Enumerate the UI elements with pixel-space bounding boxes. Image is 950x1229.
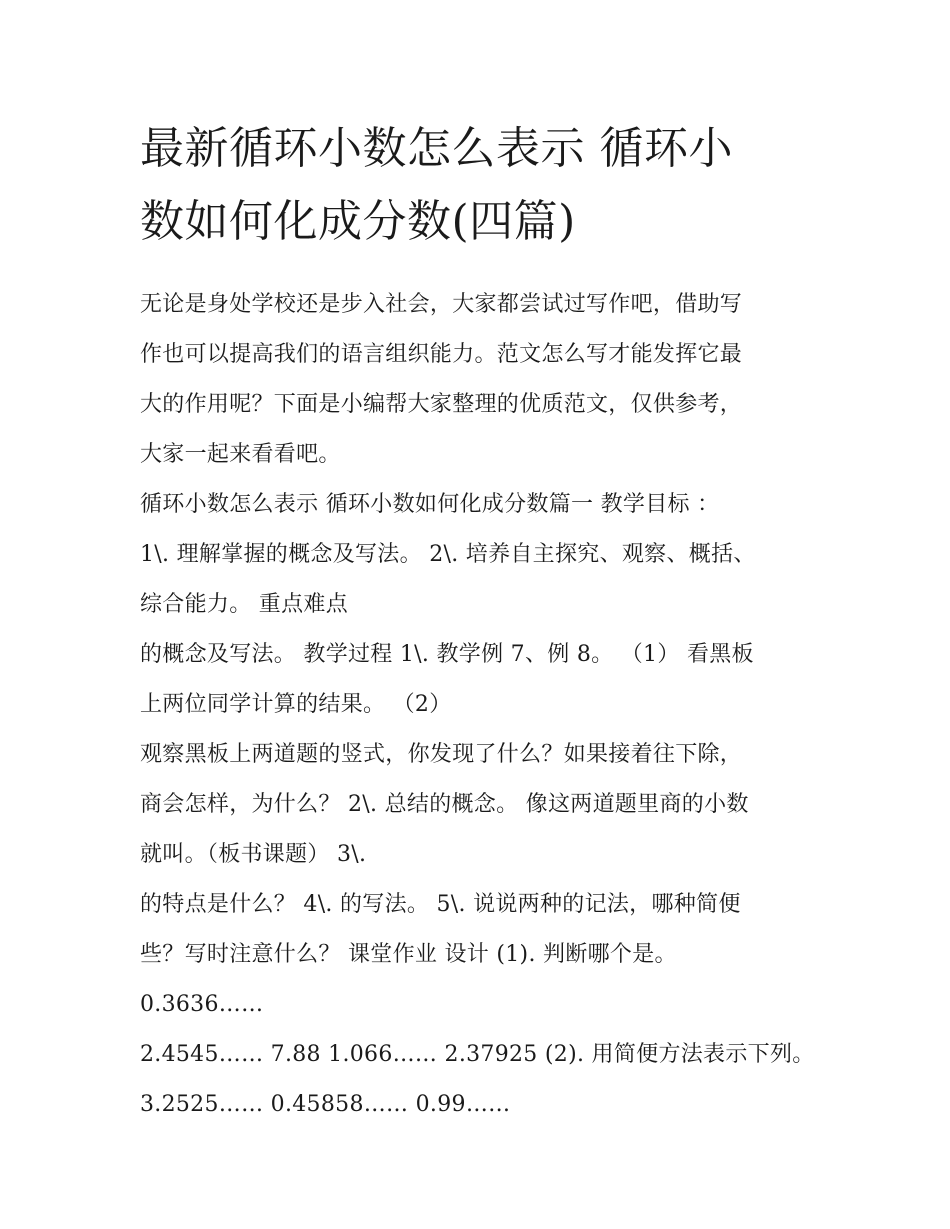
body-line: 综合能力。 重点难点 xyxy=(140,592,348,617)
number-line: 3.2525…… 0.45858…… 0.99…… xyxy=(140,1092,511,1117)
body-line: 的特点是什么？ 4\. 的写法。 5\. 说说两种的记法，哪种简便 xyxy=(140,892,741,917)
intro-line: 无论是身处学校还是步入社会，大家都尝试过写作吧，借助写 xyxy=(140,292,743,317)
title-line-1: 最新循环小数怎么表示 循环小 xyxy=(140,123,733,174)
body-line: 商会怎样，为什么？ 2\. 总结的概念。 像这两道题里商的小数 xyxy=(140,792,749,817)
body-line: 些？写时注意什么？ 课堂作业 设计 (1). 判断哪个是。 xyxy=(140,942,677,967)
section-heading-line: 循环小数怎么表示 循环小数如何化成分数篇一 教学目标 ： xyxy=(140,492,720,517)
title-line-2: 数如何化成分数(四篇) xyxy=(140,196,576,247)
intro-line: 作也可以提高我们的语言组织能力。范文怎么写才能发挥它最 xyxy=(140,342,743,367)
document-title xyxy=(140,112,820,258)
intro-line: 大的作用呢？下面是小编帮大家整理的优质范文，仅供参考， xyxy=(140,392,743,417)
body-line: 观察黑板上两道题的竖式，你发现了什么？如果接着往下除， xyxy=(140,742,743,767)
number-line: 2.4545…… 7.88 1.066…… 2.37925 (2). 用简便方法表示下列。 xyxy=(140,1042,815,1067)
number-line: 0.3636…… xyxy=(140,992,264,1017)
body-line: 1\. 理解掌握的概念及写法。 2\. 培养自主探究、观察、概括、 xyxy=(140,542,756,567)
intro-line: 大家一起来看看吧。 xyxy=(140,442,341,467)
body-line: 上两位同学计算的结果。 （2） xyxy=(140,692,452,717)
document-body xyxy=(140,280,820,1130)
body-line: 的概念及写法。 教学过程 1\. 教学例 7、例 8。 （1） 看黑板 xyxy=(140,642,754,667)
body-line: 就叫。（板书课题） 3\. xyxy=(140,842,367,867)
